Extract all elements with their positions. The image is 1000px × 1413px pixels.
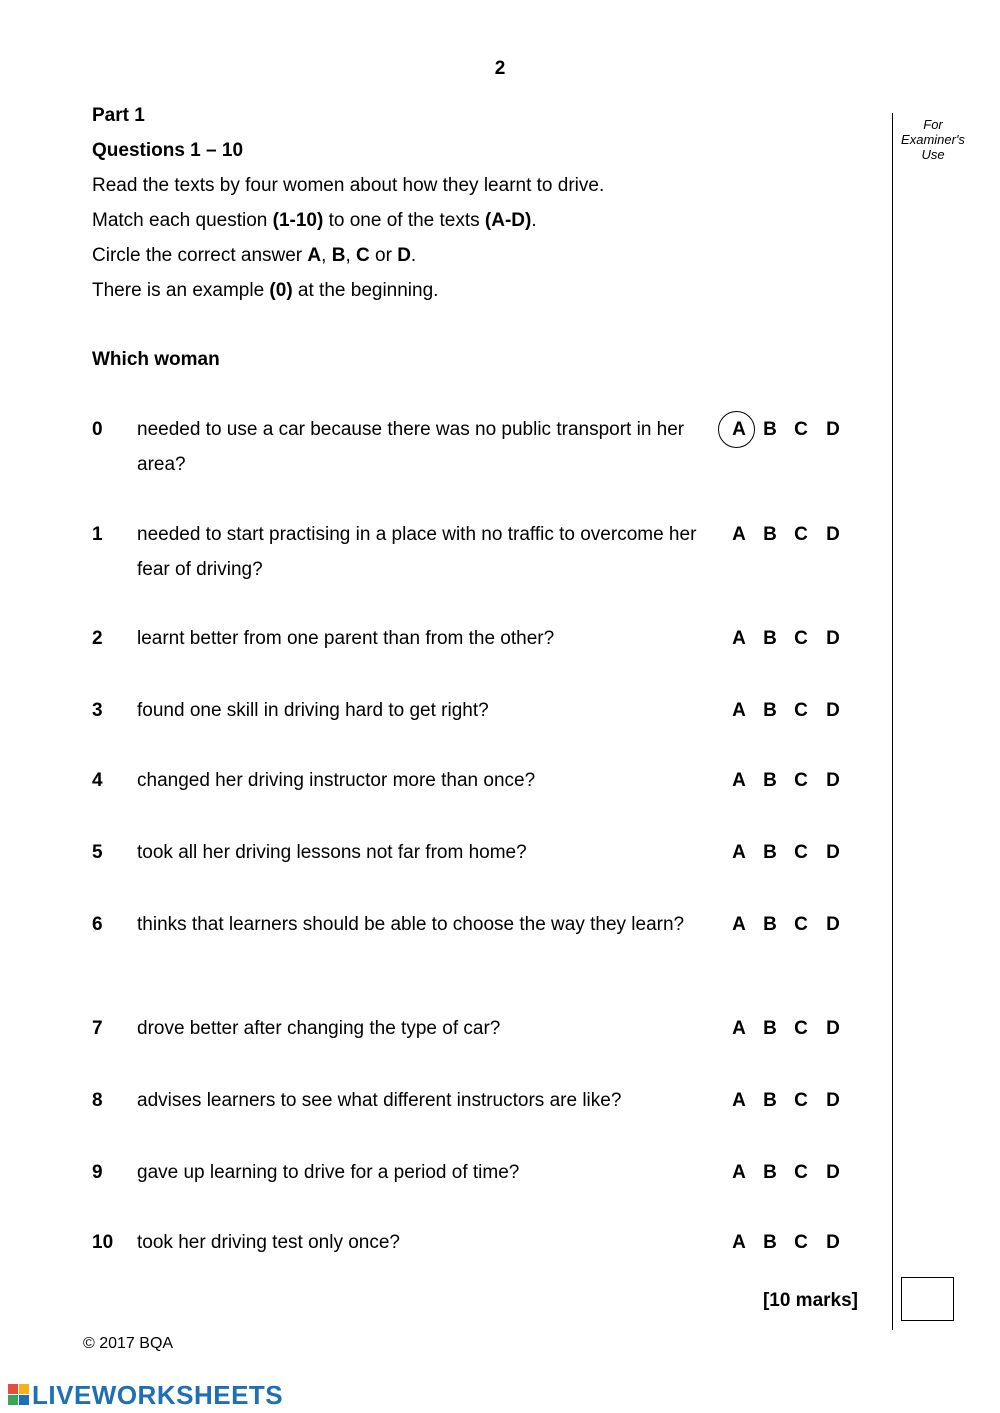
question-number: 5 bbox=[92, 842, 103, 863]
question-text: drove better after changing the type of car? bbox=[137, 1018, 501, 1039]
question-text: advises learners to see what different instructors are like? bbox=[137, 1090, 622, 1111]
option-c[interactable]: C bbox=[794, 419, 808, 440]
option-c[interactable]: C bbox=[794, 914, 808, 935]
answer-options bbox=[720, 418, 855, 442]
instruction-text: Circle the correct answer bbox=[92, 245, 308, 266]
copyright: © 2017 BQA bbox=[83, 1335, 174, 1352]
answer-options bbox=[720, 1231, 855, 1255]
option-d[interactable]: D bbox=[826, 628, 840, 649]
option-d[interactable]: D bbox=[826, 1232, 840, 1253]
instruction-text: . bbox=[410, 245, 417, 266]
option-b[interactable]: B bbox=[763, 770, 777, 791]
examiner-label-line-2: Examiner's bbox=[901, 132, 965, 147]
instruction-example bbox=[92, 279, 438, 303]
option-letter: C bbox=[356, 245, 370, 266]
instruction-text: . bbox=[531, 210, 537, 231]
option-d[interactable]: D bbox=[826, 914, 840, 935]
option-a[interactable]: A bbox=[732, 628, 746, 649]
question-text: needed to use a car because there was no public transport in her area? bbox=[137, 419, 685, 475]
option-d[interactable]: D bbox=[826, 1090, 840, 1111]
question-text: gave up learning to drive for a period of time? bbox=[137, 1162, 520, 1183]
examiner-mark-box[interactable] bbox=[901, 1277, 954, 1321]
text-range: (A-D) bbox=[484, 210, 532, 231]
examiner-column-divider bbox=[892, 113, 893, 1330]
option-c[interactable]: C bbox=[794, 628, 808, 649]
total-marks: [10 marks] bbox=[762, 1290, 858, 1311]
option-a[interactable]: A bbox=[732, 770, 746, 791]
answer-options bbox=[720, 1161, 855, 1185]
option-c[interactable]: C bbox=[794, 524, 808, 545]
option-d[interactable]: D bbox=[826, 770, 840, 791]
option-a[interactable]: A bbox=[732, 524, 746, 545]
option-b[interactable]: B bbox=[763, 1090, 777, 1111]
question-number: 2 bbox=[92, 628, 103, 649]
instruction-text: , bbox=[345, 245, 356, 266]
liveworksheets-blocks-icon bbox=[8, 1384, 30, 1406]
question-number: 3 bbox=[92, 700, 103, 721]
question-number: 8 bbox=[92, 1090, 103, 1111]
answer-options bbox=[720, 913, 855, 937]
option-a[interactable]: A bbox=[732, 419, 746, 440]
instruction-read: Read the texts by four women about how they learnt to drive. bbox=[92, 175, 605, 196]
answer-options bbox=[720, 841, 855, 865]
option-d[interactable]: D bbox=[826, 842, 840, 863]
answer-options bbox=[720, 523, 855, 547]
question-text: took all her driving lessons not far from home? bbox=[137, 842, 527, 863]
option-b[interactable]: B bbox=[763, 1018, 777, 1039]
answer-options bbox=[720, 627, 855, 651]
answer-options bbox=[720, 1017, 855, 1041]
question-number: 6 bbox=[92, 914, 103, 935]
instruction-text: or bbox=[369, 245, 398, 266]
page-number: 2 bbox=[494, 58, 506, 79]
answer-options bbox=[720, 769, 855, 793]
answer-options bbox=[720, 1089, 855, 1113]
option-c[interactable]: C bbox=[794, 1090, 808, 1111]
option-d[interactable]: D bbox=[826, 524, 840, 545]
question-number: 1 bbox=[92, 524, 103, 545]
instruction-text: Match each question bbox=[92, 210, 273, 231]
question-range: (1-10) bbox=[272, 210, 324, 231]
option-a[interactable]: A bbox=[732, 842, 746, 863]
question-text: found one skill in driving hard to get right? bbox=[137, 700, 489, 721]
option-a[interactable]: A bbox=[732, 1090, 746, 1111]
question-number: 4 bbox=[92, 770, 103, 791]
option-b[interactable]: B bbox=[763, 419, 777, 440]
option-a[interactable]: A bbox=[732, 700, 746, 721]
option-b[interactable]: B bbox=[763, 842, 777, 863]
option-c[interactable]: C bbox=[794, 1162, 808, 1183]
questions-heading: Questions 1 – 10 bbox=[92, 140, 244, 161]
example-number: (0) bbox=[269, 280, 293, 301]
which-woman-heading: Which woman bbox=[92, 349, 220, 370]
option-d[interactable]: D bbox=[826, 419, 840, 440]
option-c[interactable]: C bbox=[794, 700, 808, 721]
question-number: 0 bbox=[92, 419, 103, 440]
option-b[interactable]: B bbox=[763, 1162, 777, 1183]
examiner-label-line-3: Use bbox=[921, 147, 945, 162]
brand-logo[interactable] bbox=[8, 1380, 283, 1410]
question-text: took her driving test only once? bbox=[137, 1232, 400, 1253]
instruction-text: , bbox=[321, 245, 332, 266]
instruction-text: There is an example bbox=[92, 280, 270, 301]
instruction-match bbox=[92, 209, 537, 233]
question-number: 7 bbox=[92, 1018, 103, 1039]
question-text: learnt better from one parent than from the other? bbox=[137, 628, 555, 649]
question-text: thinks that learners should be able to choose the way they learn? bbox=[137, 914, 685, 935]
option-a[interactable]: A bbox=[732, 1018, 746, 1039]
option-a[interactable]: A bbox=[732, 1162, 746, 1183]
option-d[interactable]: D bbox=[826, 700, 840, 721]
answer-options bbox=[720, 699, 855, 723]
option-b[interactable]: B bbox=[763, 628, 777, 649]
option-b[interactable]: B bbox=[763, 1232, 777, 1253]
instruction-text: at the beginning. bbox=[292, 280, 439, 301]
question-text: changed her driving instructor more than once? bbox=[137, 770, 536, 791]
option-c[interactable]: C bbox=[794, 770, 808, 791]
option-a[interactable]: A bbox=[732, 914, 746, 935]
option-c[interactable]: C bbox=[794, 1232, 808, 1253]
option-letter: D bbox=[397, 245, 411, 266]
instruction-circle bbox=[92, 244, 416, 268]
part-heading: Part 1 bbox=[92, 105, 145, 126]
instruction-text: to one of the texts bbox=[323, 210, 485, 231]
question-number: 10 bbox=[92, 1232, 114, 1253]
examiner-use-label bbox=[897, 117, 969, 162]
option-letter: A bbox=[307, 245, 322, 266]
option-b[interactable]: B bbox=[763, 524, 777, 545]
examiner-label-line-1: For bbox=[923, 117, 943, 132]
option-c[interactable]: C bbox=[794, 842, 808, 863]
option-b[interactable]: B bbox=[763, 700, 777, 721]
option-d[interactable]: D bbox=[826, 1018, 840, 1039]
brand-name: LIVEWORKSHEETS bbox=[32, 1379, 284, 1410]
question-text: needed to start practising in a place with no traffic to overcome her fear of driving? bbox=[137, 524, 697, 580]
option-b[interactable]: B bbox=[763, 914, 777, 935]
option-c[interactable]: C bbox=[794, 1018, 808, 1039]
question-number: 9 bbox=[92, 1162, 103, 1183]
option-a[interactable]: A bbox=[732, 1232, 746, 1253]
option-d[interactable]: D bbox=[826, 1162, 840, 1183]
option-letter: B bbox=[331, 245, 346, 266]
